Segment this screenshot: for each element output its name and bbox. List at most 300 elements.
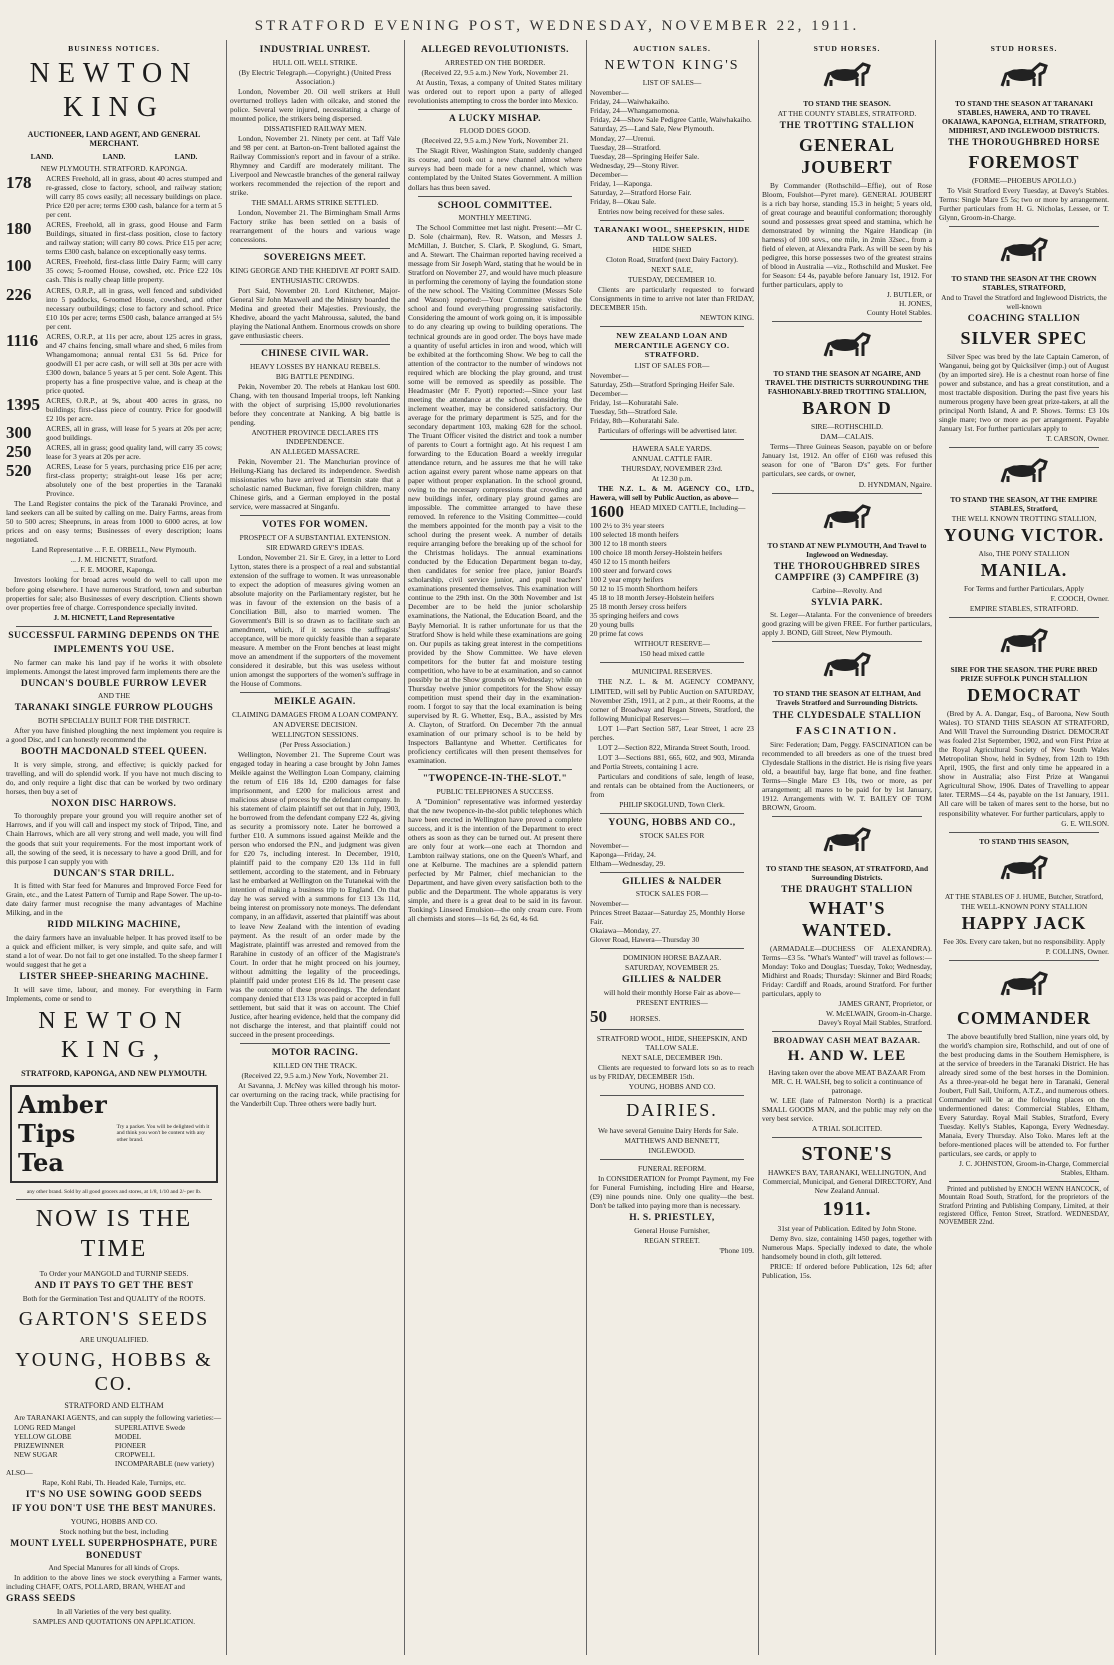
divider — [772, 1137, 922, 1138]
body-text: 31st year of Publication. Edited by John Stone. — [777, 1223, 917, 1233]
list-item: 20 prime fat cows — [590, 629, 644, 639]
horse-icon — [994, 231, 1054, 271]
article-subheading: HULL OIL WELL STRIKE. — [272, 57, 358, 67]
article-heading: A LUCKY MISHAP. — [448, 113, 542, 124]
divider — [772, 321, 922, 322]
divider — [600, 220, 744, 221]
divider — [600, 1159, 744, 1160]
horse-icon — [994, 849, 1054, 889]
body-text: To Visit Stratford Every Tuesday, at Davey's Stables. Terms: Single Mare £5 5s; two or more by arrangement. Further particulars from H. G. Nicholas, Lessee, or T. Glynn, Groom-in-Charge. — [939, 185, 1109, 223]
amber-tips-side: Try a packet. You will be delighted with it and think you won't be content with any other brand. — [116, 1123, 210, 1144]
column-auction-sales — [590, 42, 754, 1654]
amber-tips-title: Amber Tips Tea — [18, 1089, 107, 1178]
masthead: STRATFORD EVENING POST, WEDNESDAY, NOVEMBER 22, 1911. — [254, 18, 860, 34]
land-lots — [6, 174, 222, 498]
list-item: 50 HORSES. — [590, 1007, 661, 1027]
list-item: Friday, 24—Waiwhakaiho. — [590, 97, 670, 107]
list-item: 100 selected 18 month heifers — [590, 530, 679, 540]
product-heading: LISTER SHEEP-SHEARING MACHINE. — [19, 972, 209, 982]
rep-line: ... J. M. HICNETT, Stratford. — [70, 555, 158, 565]
body-text: Particulars and conditions of sale, length of lease, and rentals can be obtained from the Auctioneers, or from — [590, 771, 754, 799]
stud-subheading: THE DRAUGHT STALLION — [781, 884, 913, 895]
list-item: NEW SUGAR — [14, 1449, 58, 1459]
list-item: 1600 HEAD MIXED CATTLE, Including— — [590, 501, 746, 521]
column-rule — [226, 40, 227, 1655]
article-body: At Austin, Texas, a company of United States military was ordered out to report upon a party of alleged revolutionists attempting to cross the border into Mexico. — [408, 77, 582, 105]
body-text: BOTH SPECIALLY BUILT FOR THE DISTRICT. — [37, 716, 191, 726]
body-text: HIDE SHED — [652, 244, 692, 254]
column-rule — [935, 40, 936, 1655]
divider — [949, 617, 1099, 618]
article-subheading: DISSATISFIED RAILWAY MEN. — [263, 123, 367, 133]
list-item: Monday, 27—Urenui. — [590, 133, 655, 143]
ad-heading: BROADWAY CASH MEAT BAZAAR. — [773, 1035, 921, 1045]
body-text: Silver Spec was bred by the late Captain Cameron, of Wanganui, being got by Quicksilver (imp.) out of August (by an imported sire). He is a chestnut roan horse of fine power and substance, and has a great constitution, and a most tractable disposition. During the past five years his numerous progeny have been great prize-takers, at all the principal North Island, A and P. Shows. Terms: £3 10s single mare; two or more as per arrangement. Payable January 1st. For further particulars apply to — [939, 351, 1109, 433]
signature: PHILIP SKOGLUND, Town Clerk. — [619, 799, 725, 809]
body-text: It is very simple, strong, and effective; is quickly packed for travelling, and will do splendid work. If you have not much discing to do, and only require a light disc that can be worked by two ordinary horses, then buy a set of — [6, 759, 222, 796]
body-text: No farmer can make his land pay if he works it with obsolete implements. Amongst the latest improved farm implements there are the — [6, 657, 222, 676]
signature: W. McELWAIN, Groom-in-Charge. — [826, 1008, 932, 1018]
newton-king-footer: NEWTON KING, — [38, 1007, 190, 1063]
body-text: MATTHEWS AND BENNETT, — [624, 1136, 720, 1146]
seeds-heading: IF YOU DON'T USE THE BEST MANURES. — [12, 1504, 216, 1515]
now-is-the-time: NOW IS THE TIME — [35, 1206, 193, 1262]
column-stud-horses-2 — [939, 42, 1109, 1654]
body-text: ARE UNQUALIFIED. — [79, 1334, 149, 1344]
list-item: Friday, 1—Kaponga. — [590, 178, 653, 188]
body-text: It is fitted with Star feed for Manures and Improved Force Feed for Grain, etc., and the Latest Pattern of Turnip and Rape Sower. The up-to-date dairy farmer must recognise the many advantages of Machine Milking, and in the — [6, 881, 222, 918]
horse-icon — [817, 498, 877, 538]
divider — [600, 662, 744, 663]
body-text: 'Phone 109. — [719, 1246, 754, 1256]
ad-heading: TARANAKI WOOL, SHEEPSKIN, HIDE AND TALLOW SALES. — [593, 224, 751, 244]
article-subheading: ENTHUSIASTIC CROWDS. — [270, 275, 360, 285]
signature: NEWTON KING. — [699, 313, 754, 323]
body-text: SIRE—ROTHSCHILD. — [810, 422, 884, 432]
body-text: Clients are particularly requested to forward Consignments in time to arrive not later than FRIDAY, DECEMBER 15th. — [590, 284, 754, 312]
stud-subheading: THE THOROUGHBRED SIRES CAMPFIRE (3) CAMPFIRE (3) — [773, 561, 921, 584]
body-text: Sire: Federation; Dam, Peggy. FASCINATION can be recommended to all breeders as one of the truest bred Clydesdale Stallions in the district. He is rising five years old, a beautiful bay, large flat bone, and fine feather. Terms—Single Mare £3 10s, two or more, as per arrangement; all mares to be paid for by 1st January, 1912. Arrangements with W. T. BAILEY OF TOM BROWN, Groom. — [762, 739, 932, 812]
towns: NEW PLYMOUTH. STRATFORD. KAPONGA. — [40, 164, 188, 174]
list-item: 100 ACRES, Freehold, first-class little Dairy Farm; will carry 35 cows; 5-roomed House, cowshed, etc. Price £22 10s cash. This is really cheap little property. — [6, 256, 222, 285]
article-body: London, November 21. Ninety per cent. at Taff Vale and 98 per cent. at Barton-on-Trent balloted against the Railway Commission's report and in favour of a strike. Rhymney and Cardiff are moderately militant. The Liverpool and Newcastle branches of the general railway workers recommended the rejection of the report and strike. — [230, 133, 400, 198]
body-text: HAWKE'S BAY, TARANAKI, WELLINGTON, And Commercial, Municipal, and General DIRECTORY, And New Zealand Annual. — [762, 1168, 932, 1196]
ad-title: DAIRIES. — [626, 1100, 718, 1121]
product-heading: BOOTH MACDONALD STEEL QUEEN. — [20, 747, 208, 758]
stallion-name: FASCINATION. — [795, 725, 899, 738]
list-item: 300 12 to 18 month steers — [590, 539, 667, 549]
signature: J. BUTLER, or — [886, 290, 932, 300]
list-item: November— — [590, 840, 629, 850]
ad-title: H. AND W. LEE — [787, 1048, 907, 1065]
article-credit: (Received 22, 9.5 a.m.) New York, November 21. — [241, 1070, 389, 1080]
body-text: TO STAND THIS SEASON, — [979, 836, 1069, 846]
body-text: NEXT SALE, — [651, 264, 693, 274]
rep-line: ... F. E. MOORE, Kaponga. — [73, 565, 155, 575]
ad-title: 1911. — [822, 1198, 872, 1221]
body-text: In addition to the above lines we stock everything a Farmer wants, including CHAFF, OATS, POLLARD, BRAN, WHEAT and — [6, 1573, 222, 1592]
grass-heading: GRASS SEEDS — [6, 1594, 76, 1605]
divider — [16, 1199, 212, 1200]
stud-subheading: THE CLYDESDALE STALLION — [772, 710, 922, 721]
body-text: FUNERAL REFORM. — [638, 1164, 706, 1174]
list-item: 100 choice 18 month Jersey-Holstein heifers — [590, 548, 722, 558]
body-text: The above beautifully bred Stallion, nine years old, by the world's champion sire, Rothschild, and out of one of the best producing dams in the Southern Hemisphere, is at the service of breeders in the Taranaki District. He has already sired some of the best horses in the Dominion. As a three-year-old he begat here in Taranaki, General Joubert, Full Sail, Uniform, A.T.Z., and numerous others. Commander will be at the following places on the undermentioned dates: Commercial Stables, Eltham, Every Saturday. Royal Mail Stables, Stratford, Every Tuesday. Kelly's Stables, Kaponga, Every Wednesday. Manaia, Every Thursday. Also Toko. Mares left at the before-mentioned places will be attended to. For further particulars, see cards, or apply to — [939, 1031, 1109, 1159]
list-item: 100 steer and forward cows — [590, 566, 672, 576]
list-item: Kaponga—Friday, 24. — [590, 849, 656, 859]
body-text: W. LEE (late of Palmerston North) is a practical SMALL GOODS MAN, and the public may rely on the very best service. — [762, 1095, 932, 1123]
list-item: Tuesday, 5th—Stratford Sale. — [590, 406, 678, 416]
list-item: CROPWELL — [114, 1449, 155, 1459]
body-text: the dairy farmers have an invaluable helper. It has proved itself to be a quick and efficient milker, is very simple, and quite safe, and will stand a lot of wear. Do not fail to get one installed. To the sheep farmer I would suggest that he get a — [6, 932, 222, 969]
divider — [240, 692, 390, 693]
body-text: TUESDAY, DECEMBER 10. — [628, 274, 716, 284]
article-credit: (Received 22, 9.5 a.m.) New York, November 21. — [421, 136, 569, 146]
list-item: December— — [590, 169, 628, 179]
product-heading: TARANAKI SINGLE FURROW PLOUGHS — [14, 703, 214, 714]
ad-heading: GILLIES & NALDER — [622, 975, 722, 986]
stallion-name: DEMOCRAT — [967, 685, 1081, 706]
list-item: Saturday, 25th—Stratford Springing Heifer Sale. — [590, 379, 735, 389]
horse-icon — [817, 56, 877, 96]
stallion-name: YOUNG VICTOR. — [943, 525, 1105, 546]
body-text: Terms—Three Guineas Season, payable on or before January 1st, 1912. An offer of £160 was refused this season for one of "Baron D's" gets. For further particulars, see cards, or owner, — [762, 442, 932, 479]
stud-subheading: SYLVIA PARK. — [811, 597, 883, 608]
stallion-name: BARON D — [802, 398, 892, 419]
column-news-1 — [230, 42, 400, 1654]
body-text: WITHOUT RESERVE— — [634, 639, 710, 649]
body-text: EMPIRE STABLES, STRATFORD. — [969, 604, 1079, 614]
divider — [240, 1043, 390, 1044]
body-text: SATURDAY, NOVEMBER 25. — [624, 963, 720, 973]
body-text: Cloton Road, Stratford (next Dairy Factory). — [606, 254, 738, 264]
article-body: At Savanna, J. McNey was killed through his motor-car overturning on the racing track, while practising for the Vanderbilt Cup. Three others were badly hurt. — [230, 1080, 400, 1108]
divider — [600, 1029, 744, 1030]
list-item: LOT 3—Sections 881, 665, 602, and 903, Miranda and Portia Streets, containing 1 acre. — [590, 752, 754, 771]
article-body: Pekin, November 21. The Manchurian province of Heilung-Kiang has declared its independence. Swedish missionaries who have arrived at Tientsin state that a scholastic named Buckman, five foreign children, many Chinese girls, and a German employed in the postal service, were massacred at Singanfu. — [230, 456, 400, 512]
body-text: By Commander (Rothschild—Effie), out of Rose Bloom, Foulshot—Pyret mare). GENERAL JOUBERT is a rich bay horse, standing 15.3 in height; 5 years old, of great courage and beautiful conformation; thoroughly sound and possesses great speed and stamina, which he demonstrated by winning the Ngaire Handicap (in harness) of 100 sovs., one mile, in 2min 32sec., from a field of eleven, at Alexandra Park. As will be seen by his pedigree, this horse possesses two of the greatest strains of blood in Australia —viz., Rothschild and Musket. Fee for Season: £4 4s, payable before January 1st, 1912. For further particulars, apply to — [762, 180, 932, 290]
body-text: TO STAND THE SEASON. — [803, 99, 891, 109]
list-item: November— — [590, 88, 629, 98]
stallion-name: GENERAL JOUBERT — [798, 134, 895, 177]
article-heading: MOTOR RACING. — [271, 1047, 359, 1058]
list-item: SUPERLATIVE Swede — [114, 1422, 186, 1432]
horse-icon — [994, 622, 1054, 662]
stud-subheading: COACHING STALLION — [967, 314, 1081, 325]
body-text: LIST OF SALES FOR— — [634, 360, 710, 370]
ad-title: NEWTON KING'S — [604, 58, 740, 74]
divider — [949, 960, 1099, 961]
divider — [772, 816, 922, 817]
divider — [16, 626, 212, 627]
divider — [949, 226, 1099, 227]
body-text: will hold their monthly Horse Fair as above— — [603, 988, 741, 998]
body-text: ANNUAL CATTLE FAIR. — [631, 453, 713, 463]
body-text: In all Varieties of the very best quality. — [56, 1606, 172, 1616]
body-text: (ARMADALE—DUCHESS OF ALEXANDRA). Terms—£3 5s. "What's Wanted" will travel as follows:—Monday: Toko and Douglas; Tuesday, Toko; Wednesday, Midhirst and Roads; Thursday: Skinner and Bird Roads; Friday: Cardiff and Roads, around Stratford. For further particulars, apply to — [762, 944, 932, 999]
body-text: And to Travel the Stratford and Inglewood Districts, the well-known — [941, 293, 1107, 312]
body-text: Fee 30s. Every care taken, but no responsibility. Apply — [943, 936, 1105, 946]
ad-heading: GILLIES & NALDER — [622, 876, 722, 887]
list-item: Okaiawa—Monday, 27. — [590, 926, 661, 936]
divider — [418, 109, 572, 110]
body-text: STOCK SALES FOR — [639, 830, 705, 840]
article-subheading: MONTHLY MEETING. — [458, 213, 532, 223]
horse-icon — [994, 56, 1054, 96]
article-body: The School Committee met last night. Present:—Mr C. D. Sole (chairman), Rev. R. Watson, and Messrs J. McMillan, J. Butcher, S. Clark, P. Skoglund, G. Smart, and A. Stewart. The Chairman reported having received a message from Sir Joseph Ward, stating that he would be in Stratford on November 27, and would have much pleasure in performing the ceremony of laying the foundation stone of the new school. The Visiting Committee (Messrs Sole and Watson) reported:—Your Committee visited the school and found everything progressing satisfactorily. Considering the amount of work going on, it is impossible to do any clearing up owing to building operations. The technical grounds are in good order. The boys have made a quantity of useful articles in iron and wood, which will be exhibited at the forthcoming Show. We beg to call the attention of the contractor to the number of windows not required which are blocking the play ground, and trust some will be removed as speedily as possible. The Headmaster (Mr F. Pyott) reported:—Since your last meeting the attendance at the school, considering the inclement weather, may be considered satisfactory. Our average for the primary department is 525, and for the secondary department 103, making 628 for the school. The Truant Officer visited the district and took a number of parents to Court a fortnight ago. At his request I am forwarding to the Education Board a weekly irregular attendance return, and he assures me that he will take action against every parent whose name appears on that paper without proper explanation. In the school ground, owing to the necessary compressions that crowding and new buildings infer, ordinary play ground games are impossible. The committee arranged to have these removed. In reference to the Visiting Committee—could the members appointed for the month pay a visit to the school during the present week. A number of details require arranging before the breaking up of the school for the Christmas holidays. The annual examinations conducted by the Education Department began to-day, then candidates for senior free place, junior Board's scholarship, civil service junior, and pupil teachers' examinations presented themselves. This examination will continue to the 29th inst. On the 30th November and 1st December are to be held the junior scholarship examinations, the National, the Education Board, and the Bayly Memorial. It is rather unfortunate for us that the Stratford Show is held while these examinations are going on. Our pupils as taking great interest in the competitions provided by the Show Committee. We have eleven competitors for the butter fat and moisture testing competition, who have to be at examination, and so cannot possibly be at the Show grounds on Wednesday; while on Thursday twelve junior competitors for the Show essay competition must spend their day in the examination-room. I forgot to say that the local examination is being supervised by R. G. Whetter, Esq., B.A., assisted by Mrs A. Clayton, of Stratford. On December 7th the annual examination of our primary school is to be held by Inspectors Ballantyne and Whetter. Certificates for proficiency certificates will then present themselves for examination. — [408, 223, 582, 765]
list-item: November— — [590, 899, 629, 909]
body-text: In CONSIDERATION for Prompt Payment, my Fee for Funeral Furnishing, including Hire and Hearse, (£9) nine pounds nine. Only one quality—the best. Don't be talked into paying more than is necessary. — [590, 1174, 754, 1211]
product-heading: NOXON DISC HARROWS. — [51, 798, 177, 809]
body-text: STRATFORD WOOL, HIDE, SHEEPSKIN, AND TALLOW SALE. — [596, 1034, 748, 1053]
body-text: Both for the Germination Test and QUALITY of the ROOTS. — [22, 1293, 206, 1303]
divider — [949, 832, 1099, 833]
article-credit: (Received 22, 9.5 a.m.) New York, November 21. — [421, 67, 569, 77]
divider — [949, 1181, 1099, 1182]
divider — [240, 515, 390, 516]
sales-list — [590, 88, 754, 205]
horse-icon — [817, 821, 877, 861]
list-item: Friday, 8—Okau Sale. — [590, 196, 657, 206]
body-text: At 12.30 p.m. — [651, 473, 693, 483]
rep-signature: J. M. HICNETT, Land Representative — [53, 612, 175, 622]
article-heading: MEIKLE AGAIN. — [274, 697, 356, 708]
divider — [772, 641, 922, 642]
list-item: Saturday, 2—Stratford Horse Fair. — [590, 187, 692, 197]
list-item: Eltham—Wednesday, 29. — [590, 858, 666, 868]
signature: D. HYNDMAN, Ngaire. — [858, 479, 932, 489]
article-subheading: THE SMALL ARMS STRIKE SETTLED. — [251, 198, 379, 208]
horse-icon — [817, 326, 877, 366]
body-text: It will save time, labour, and money. For everything in Farm Implements, come or send to — [6, 984, 222, 1003]
land-register-text: The Land Register contains the pick of the Taranaki Province, and land seekers can all be suited by calling on me. Dairy Farms, areas from 50 to 500 acres; Sheepruns, in areas from 1000 to 6000 acres, at low prices and on easy terms; Businesses of every description; loans negotiated. — [6, 499, 222, 545]
body-text: A TRIAL SOLICITED. — [811, 1123, 882, 1133]
body-text: STOCK SALES FOR— — [635, 889, 709, 899]
ad-heading: H. S. PRIESTLEY, — [629, 1213, 715, 1224]
list-item: Wednesday, 29—Stony River. — [590, 160, 679, 170]
body-text: Entries now being received for these sales. — [598, 206, 725, 216]
body-text: TO STAND THE SEASON, AT THE EMPIRE STABLES, Stratford, — [950, 495, 1098, 514]
list-item: 20 young bulls — [590, 620, 634, 630]
list-item: December— — [590, 388, 628, 398]
list-item: LOT 1—Part Section 587, Lear Street, 1 acre 23 perches. — [590, 723, 754, 742]
stallion-name: MANILA. — [980, 560, 1068, 581]
ad-heading: YOUNG, HOBBS AND CO., — [608, 817, 736, 828]
article-body: London, November 21. Sir E. Grey, in a letter to Lord Lytton, states there is a prospect of a real and substantial extension of the suffrage to women. It was unreasonable to expect the adoption of measures giving women an absolute majority on the Parliamentary register, but he was in favour of the extension on the basis of a Conciliation Bill, also to married women. The Government's Bill is so drawn as to facilitate such an amendment, which, if it secures the suffragists' acceptance, will be more quickly feasible than a separate measure. A member on the Front benches at least might move an amendment if the supporters of the movement considered it desirable, but this was useless without union amongst the supporters of the women's suffrage in the House of Commons. — [230, 552, 400, 689]
body-text: THE N.Z. L. & M. AGENCY CO., LTD., Hawera, will sell by Public Auction, as above— — [590, 483, 754, 502]
signature: H. JONES, — [898, 299, 932, 309]
divider — [600, 1095, 744, 1096]
divider — [418, 769, 572, 770]
divider — [600, 326, 744, 327]
article-subheading: AN ALLEGED MASSACRE. — [270, 446, 360, 456]
stallion-name: HAPPY JACK — [961, 912, 1087, 933]
horse-icon — [994, 965, 1054, 1005]
ad-title: STONE'S — [801, 1142, 893, 1165]
body-text: Particulars of offerings will be advertised later. — [598, 425, 737, 435]
divider — [600, 872, 744, 873]
list-item: 50 12 to 15 month Shorthorn heifers — [590, 584, 698, 594]
article-subheading: AN ADVERSE DECISION. — [272, 719, 358, 729]
body-text: TO STAND THE SEASON AT THE CROWN STABLES, STRATFORD, — [951, 274, 1097, 293]
divider — [600, 439, 744, 440]
body-text: TO STAND AT NEW PLYMOUTH, And Travel to Inglewood on Wednesday. — [767, 540, 927, 559]
newton-king-subtitle: AUCTIONEER, LAND AGENT, AND GENERAL MERCHANT. — [27, 129, 201, 149]
body-text: DAM—CALAIS. — [820, 432, 874, 442]
list-item: Saturday, 25—Land Sale, New Plymouth. — [590, 124, 715, 134]
article-subheading: ANOTHER PROVINCE DECLARES ITS INDEPENDENCE. — [251, 427, 379, 446]
stallion-name: FOREMOST — [968, 151, 1080, 172]
article-heading: SOVEREIGNS MEET. — [263, 253, 367, 264]
article-heading: "TWOPENCE-IN-THE-SLOT." — [422, 774, 568, 785]
farming-heading: SUCCESSFUL FARMING DEPENDS ON THE — [8, 630, 220, 641]
column-rule — [586, 40, 587, 1655]
body-text: Carbine—Revolty. And — [812, 585, 882, 595]
body-text: ALSO— — [6, 1467, 33, 1477]
divider — [240, 344, 390, 345]
divider — [772, 1031, 922, 1032]
body-text: SIRE FOR THE SEASON. THE PURE BRED PRIZE SUFFOLK PUNCH STALLION — [950, 665, 1098, 684]
body-text: Having taken over the above MEAT BAZAAR From MR. C. H. WALSH, beg to solicit a continuance of patronage. — [768, 1067, 926, 1095]
body-text: TO STAND THE SEASON AT ELTHAM, And Travels Stratford and Surrounding Districts. — [773, 689, 921, 708]
body-text: Are TARANAKI AGENTS, and can supply the following varieties:— — [14, 1412, 222, 1422]
body-text: 150 head mixed cattle — [639, 649, 705, 659]
article-credit: (Per Press Association.) — [279, 739, 351, 749]
body-text: PRICE: If ordered before Publication, 12s 6d; after Publication, 15s. — [762, 1261, 932, 1280]
stallion-name: WHAT'S WANTED. — [801, 898, 893, 941]
article-body: A "Dominion" representative was informed yesterday that the new twopence-in-the-slot public telephones which have been erected in Wellington have proved a complete success, and it is the intention of the Department to erect others as soon as they can be turned out. At present there are only four at work—one each at Thorndon and Lambton railway stations, one on the Queen's Wharf, and one at Kelburne. The machines are a splendid pattern perfected by Mr Palmer, chief mechanician to the Department, and have given every satisfaction both to the public and the Department. The whole apparatus is very simple, and there is a great deal to be said in its favour. Tonking's Linseed Emulsion—the only cream cure. From all chemists and stores—1s 6d, 2s 6d, 4s 6d. — [408, 796, 582, 924]
list-item: 35 springing heifers and cows — [590, 611, 679, 621]
section-heading: BUSINESS NOTICES. — [68, 44, 160, 53]
body-text: REGAN STREET. — [644, 1236, 700, 1246]
list-item: 1116 ACRES, O.R.P., at 11s per acre, about 125 acres in grass, and 47 chains fencing, small whare and shed, 6 miles from Whangamomona; annual rental £31 5s 6d. Price for goodwill £1 per acre cash, or will sell at 30s per acre with £300 down, balance 5 years at 5 per cent. Sole Agent. This property has a fine prospective value, and is cheap at the price quoted. — [6, 330, 222, 395]
list-item: Tuesday, 28—Stratford. — [590, 142, 661, 152]
seeds-heading: IT'S NO USE SOWING GOOD SEEDS — [25, 1489, 203, 1500]
list-item: Friday, 24—Show Sale Pedigree Cattle, Waiwhakaiho. — [590, 115, 752, 125]
body-text: Clients are requested to forward lots so as to reach us by FRIDAY, DECEMBER 15th. — [590, 1063, 754, 1082]
land-row: LAND. LAND. LAND. — [30, 152, 198, 162]
body-text: To Order your MANGOLD and TURNIP SEEDS. — [39, 1268, 189, 1278]
column-news-2 — [408, 42, 582, 1654]
body-text: DOMINION HORSE BAZAAR. — [622, 953, 722, 963]
article-subheading: KING GEORGE AND THE KHEDIVE AT PORT SAID. — [230, 265, 400, 275]
body-text: AT THE STABLES OF J. HUME, Butcher, Stratford, — [944, 891, 1104, 901]
body-text: Stock nothing but the best, including — [59, 1526, 169, 1536]
column-rule — [758, 40, 759, 1655]
body-text: For Terms and further Particulars, Apply — [963, 584, 1085, 594]
product-heading: DUNCAN'S STAR DRILL. — [53, 868, 175, 879]
list-item: Tuesday, 28—Springing Heifer Sale. — [590, 151, 700, 161]
body-text: THE WELL KNOWN TROTTING STALLION, — [951, 514, 1097, 524]
divider — [418, 196, 572, 197]
body-text: We have several Genuine Dairy Herds for Sale. — [598, 1126, 739, 1136]
article-subheading: FLOOD DOES GOOD. — [459, 126, 531, 136]
signature: P. COLLINS, Owner. — [1045, 946, 1109, 956]
body-text: NEXT SALE, DECEMBER 19th. — [621, 1053, 723, 1063]
article-subheading: KILLED ON THE TRACK. — [273, 1060, 357, 1070]
cattle-list — [590, 521, 754, 638]
body-text: To thoroughly prepare your ground you will require another set of Harrows, and if you will call and inspect my stock of Tripod, Tine, and Chain Harrows, which are all very strong and well made, you will find the goods that suit your requirements. For the most important work of all, the sowing of the seed, it is necessary to have a good Drill, and for this purpose I can supply you with — [6, 811, 222, 866]
list-item: 100 2 year empty heifers — [590, 575, 664, 585]
signature: County Hotel Stables. — [866, 308, 932, 318]
list-item: Friday, 24—Whangamomona. — [590, 106, 680, 116]
article-subheading: CLAIMING DAMAGES FROM A LOAN COMPANY. — [232, 709, 398, 719]
body-text: STRATFORD AND ELTHAM — [64, 1400, 164, 1410]
article-subheading: PROSPECT OF A SUBSTANTIAL EXTENSION. — [239, 532, 391, 542]
body-text: General House Furnisher, — [634, 1226, 710, 1236]
body-text: AT THE COUNTY STABLES, STRATFORD. — [777, 109, 917, 119]
divider — [600, 813, 744, 814]
article-heading: SCHOOL COMMITTEE. — [437, 200, 553, 211]
column-rule — [404, 40, 405, 1655]
list-item: Friday, 8th—Kohuratahi Sale. — [590, 415, 680, 425]
list-item: Friday, 1st—Kohuratahi Sale. — [590, 397, 679, 407]
implements-heading: IMPLEMENTS YOU USE. — [53, 645, 175, 656]
signature: JAMES GRANT, Proprietor, or — [838, 999, 932, 1009]
list-item: 180 ACRES, Freehold, all in grass, good House and Farm Buildings, situated in first-class position, close to factory and railway station; will carry 80 cows. Price £15 per acre; terms £300 cash, balance on exceptionally easy terms. — [6, 219, 222, 257]
body-text: THURSDAY, NOVEMBER 23rd. — [621, 463, 723, 473]
list-item: PRIZEWINNER — [14, 1440, 65, 1450]
body-text: Demy 8vo. size, containing 1450 pages, together with Numerous Maps. Specially indexed to date, the whole handsomely bound in cloth, gilt lettered. — [762, 1233, 932, 1261]
body-text: And Special Manures for all kinds of Crops. — [48, 1563, 180, 1573]
signature: G. E. WILSON. — [1061, 818, 1109, 828]
section-heading: AUCTION SALES. — [633, 44, 711, 53]
list-item: 178 ACRES Freehold, all in grass, about 40 acres stumped and re-grassed, close to factory, school, and railway station; will carry 85 cows easily; all necessary buildings on place. Price £20 per acre; terms £300 cash, balance for a term at 5 per cent. — [6, 173, 222, 220]
body-text: THE WELL-KNOWN PONY STALLION — [960, 901, 1088, 911]
body-text: After you have finished ploughing the next implement you require is a good Disc, and I can honestly recommend the — [6, 726, 222, 745]
column-stud-horses-1 — [762, 42, 932, 1654]
article-body: Pekin, November 20. The rebels at Hankau lost 600. Chang, with ten thousand Imperial troops, left Nanking with the object of surprising 15,000 revolutionaries before they concentrate at Nanking. A big battle is pending. — [230, 381, 400, 427]
horse-icon — [994, 452, 1054, 492]
rep-line: Land Representative ... F. E. ORBELL, New Plymouth. — [31, 545, 197, 555]
list-item: 1395 ACRES, O.R.P., at 9s, about 400 acres in grass, no buildings; first-class piece of country. Price for goodwill £2 10s per acre. — [6, 394, 222, 423]
article-heading: CHINESE CIVIL WAR. — [261, 349, 369, 360]
divider — [600, 948, 744, 949]
list-item: MODEL — [114, 1431, 142, 1441]
stud-subheading: THE THOROUGHBRED HORSE — [947, 138, 1101, 149]
seeds-heading: AND IT PAYS TO GET THE BEST — [34, 1280, 194, 1291]
body-text: TO STAND THE SEASON AT NGAIRE, AND TRAVEL THE DISTRICTS SURROUNDING THE FASHIONABLY-BRED TROTTING STALLION, — [765, 369, 929, 397]
list-item: LONG RED Mangel — [14, 1422, 76, 1432]
manure-heading: MOUNT LYELL SUPERPHOSPHATE, PURE BONEDUST — [10, 1539, 218, 1561]
article-body: Wellington, November 21. The Supreme Court was engaged today in hearing a case brought by John James Meikle against the Wellington Loan Company, claiming the return of £16 18s 1d, £200 damages for false imprisonment, and £200 for malicious arrest and malicious abuse of process by the defendant company. In his statement of claim plaintiff set out that in July, 1903, he borrowed from the defendant company £22 4s, giving as security a promissory note. Later he borrowed a further £10. A summons issued against Meikle and the person who endorsed the P.N., and judgment was given for £20 7s, including interest. In December, 1910, plaintiff paid to the company £20 13s 11d in full settlement, according to the statement, and in February last he embarked at Wellington on the Tutanekai with the intention of making a business trip to England. On that day he was served with a summons for £13 13s 11d, being interest on promissory note moneys. The defendant company, in an affidavit, asserted that plaintiff was about to leave New Zealand with the intention of evading payment. As the result of an order made by the Magistrate, plaintiff was arrested and removed from the Rarahine in custody of an officer of the Magistrate's Court. In order that he might proceed on his journey, without admitting the legality of the proceedings, plaintiff paid under protest £16 8s 1d. The present case was the outcome of these proceedings. The defendant company denied that £13 13s was paid or accepted in full settlement, but said that it was on account. The Chief Justice, after hearing evidence, held that the company did not discharge the interest, and that plaintiff could not succeed in the present proceedings. — [230, 749, 400, 1039]
list-item: 450 12 to 15 month heifers — [590, 557, 670, 567]
signature: F. COOCH, Owner. — [1050, 594, 1109, 604]
divider — [772, 493, 922, 494]
divider — [949, 447, 1099, 448]
body-text: Rape, Kohl Rabi, Th. Headed Kale, Turnips, etc. — [42, 1477, 186, 1487]
article-body: Port Said, November 20. Lord Kitchener, Major-General Sir John Maxwell and the Ministry boarded the Medina and greeted their Majesties. Previously, the Khedive, aboard the yacht Mahroussa, saluted, the band playing the National Anthem. Enormous crowds on shore gave enthusiastic cheers. — [230, 285, 400, 340]
article-subheading: PUBLIC TELEPHONES A SUCCESS. — [436, 786, 554, 796]
list-item: 520 ACRES, Lease for 5 years, purchasing price £16 per acre; first-class property; straight-out lease 16s per acre; absolutely one of the best properties in the Taranaki Province. — [6, 461, 222, 499]
article-subheading: ARRESTED ON THE BORDER. — [444, 57, 546, 67]
list-item: November— — [590, 370, 629, 380]
newton-king-footer-sub: STRATFORD, KAPONGA, AND NEW PLYMOUTH. — [21, 1069, 207, 1079]
section-heading: STUD HORSES. — [990, 44, 1058, 53]
body-text: SAMPLES AND QUOTATIONS ON APPLICATION. — [32, 1616, 196, 1626]
body-text: PRESENT ENTRIES— — [636, 998, 708, 1008]
article-heading: VOTES FOR WOMEN. — [261, 520, 369, 531]
body-text: HAWERA SALE YARDS. — [632, 443, 712, 453]
list-item: 226 ACRES, O.R.P., all in grass, well fenced and subdivided into 5 paddocks, 6-roomed House, cowshed, and other necessary outbuildings; close to factory and school. Price £10 10s per acre; terms £500 cash, balance arranged at 5½ per cent. — [6, 284, 222, 331]
product-heading: DUNCAN'S DOUBLE FURROW LEVER — [20, 678, 208, 689]
article-subheading: HEAVY LOSSES BY HANKAU REBELS. — [249, 361, 381, 371]
divider — [240, 248, 390, 249]
body-text: LIST OF SALES— — [642, 78, 702, 88]
young-hobbs-title: YOUNG, HOBBS & CO. — [15, 1349, 213, 1396]
signature: J. C. JOHNSTON, Groom-in-Charge, Commercial Stables, Eltham. — [959, 1159, 1109, 1178]
list-item: Glover Road, Hawera—Thursday 30 — [590, 935, 700, 945]
